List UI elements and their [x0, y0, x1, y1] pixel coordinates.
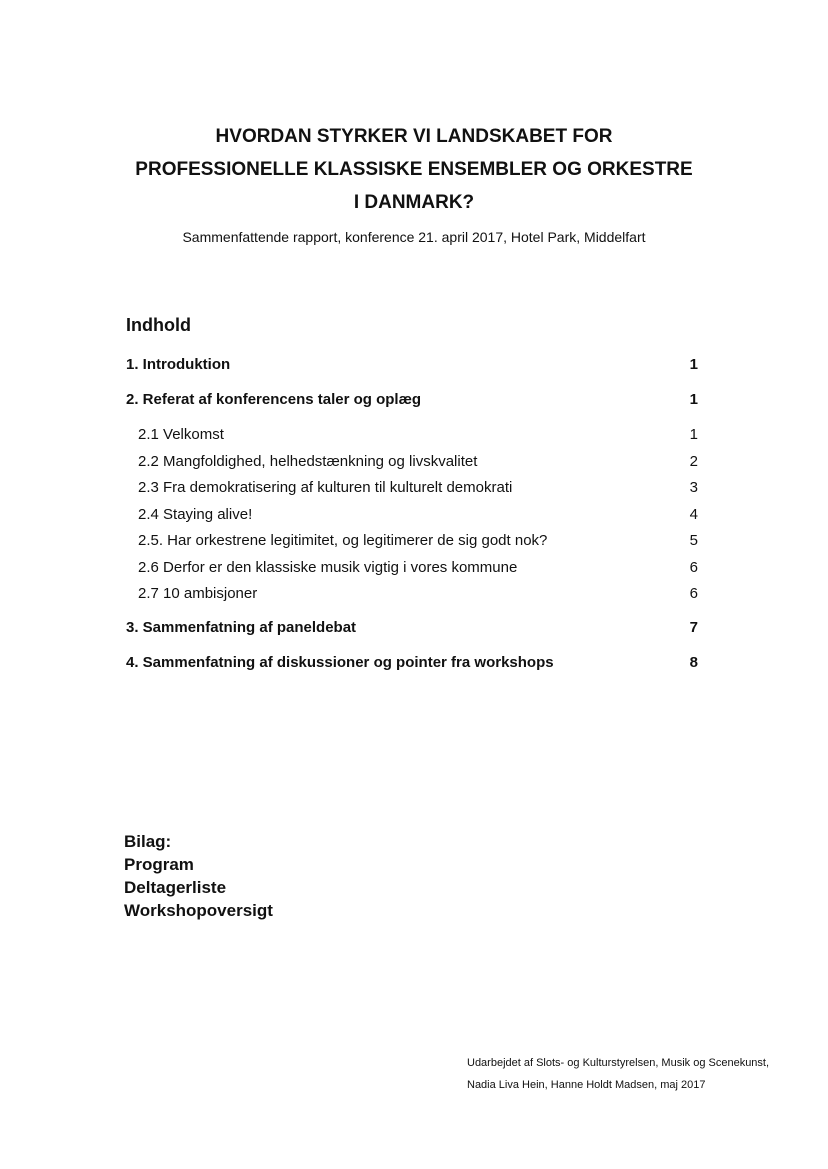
toc-subentry[interactable] — [126, 506, 698, 533]
footer-line-1: Udarbejdet af Slots- og Kulturstyrelsen, Musik og Scenekunst, — [467, 1057, 770, 1069]
toc-entry-page: 6 — [689, 558, 698, 576]
toc-entry[interactable] — [126, 619, 698, 654]
toc-entry-page: 3 — [689, 479, 698, 496]
toc-subentry[interactable] — [126, 426, 698, 453]
toc-entry-label: 2.2 Mangfoldighed, helhedstænkning og livskvalitet — [138, 452, 478, 470]
toc-entry-page: 4 — [689, 505, 698, 523]
toc-entry-label: 2. Referat af konferencens taler og oplæg — [126, 391, 422, 408]
toc-entry-label: 2.3 Fra demokratisering af kulturen til kulturelt demokrati — [138, 479, 513, 496]
toc-entry-label: 2.1 Velkomst — [138, 426, 224, 443]
toc-entry-page: 2 — [689, 452, 698, 470]
toc-entry-label: 2.5. Har orkestrene legitimitet, og legitimerer de sig godt nok? — [138, 532, 548, 549]
footer-credits — [467, 1052, 769, 1096]
toc-entry[interactable] — [126, 356, 698, 391]
toc-entry-page: 1 — [689, 356, 698, 373]
toc-entry-label: 1. Introduktion — [126, 356, 231, 373]
attachment-item: Program — [124, 855, 194, 874]
toc-subentry[interactable] — [126, 559, 698, 586]
attachment-item: Deltagerliste — [124, 878, 227, 897]
toc-entry-label: 2.6 Derfor er den klassiske musik vigtig i vores kommune — [138, 558, 518, 576]
toc-subentry[interactable] — [126, 532, 698, 559]
toc-subentry[interactable] — [126, 479, 698, 506]
attachments-section — [124, 830, 273, 922]
toc-entry-page: 1 — [689, 391, 698, 408]
title-line-3: I DANMARK? — [353, 192, 475, 213]
toc-entry-label: 2.7 10 ambisjoner — [138, 585, 258, 602]
toc-entry[interactable] — [126, 391, 698, 426]
toc-entry-page: 8 — [689, 654, 698, 671]
toc-entry-label: 2.4 Staying alive! — [138, 505, 253, 523]
toc-entry[interactable] — [126, 654, 698, 689]
toc-entry-page: 5 — [689, 532, 698, 549]
table-of-contents — [126, 356, 698, 689]
title-line-2: PROFESSIONELLE KLASSISKE ENSEMBLER OG ORKESTRE — [135, 159, 693, 180]
toc-heading: Indhold — [126, 315, 191, 335]
attachments-heading: Bilag: — [124, 832, 172, 851]
footer-line-2: Nadia Liva Hein, Hanne Holdt Madsen, maj 2017 — [467, 1079, 706, 1091]
document-title — [0, 120, 828, 219]
attachment-item: Workshopoversigt — [124, 901, 273, 920]
title-line-1: HVORDAN STYRKER VI LANDSKABET FOR — [215, 126, 613, 147]
document-subtitle: Sammenfattende rapport, konference 21. april 2017, Hotel Park, Middelfart — [182, 229, 646, 245]
toc-entry-page: 1 — [689, 426, 698, 443]
toc-subentry[interactable] — [126, 585, 698, 619]
toc-entry-page: 6 — [689, 585, 698, 602]
toc-entry-label: 4. Sammenfatning af diskussioner og pointer fra workshops — [126, 654, 554, 671]
toc-subentry[interactable] — [126, 453, 698, 480]
toc-entry-label: 3. Sammenfatning af paneldebat — [126, 619, 357, 636]
toc-entry-page: 7 — [689, 619, 698, 636]
